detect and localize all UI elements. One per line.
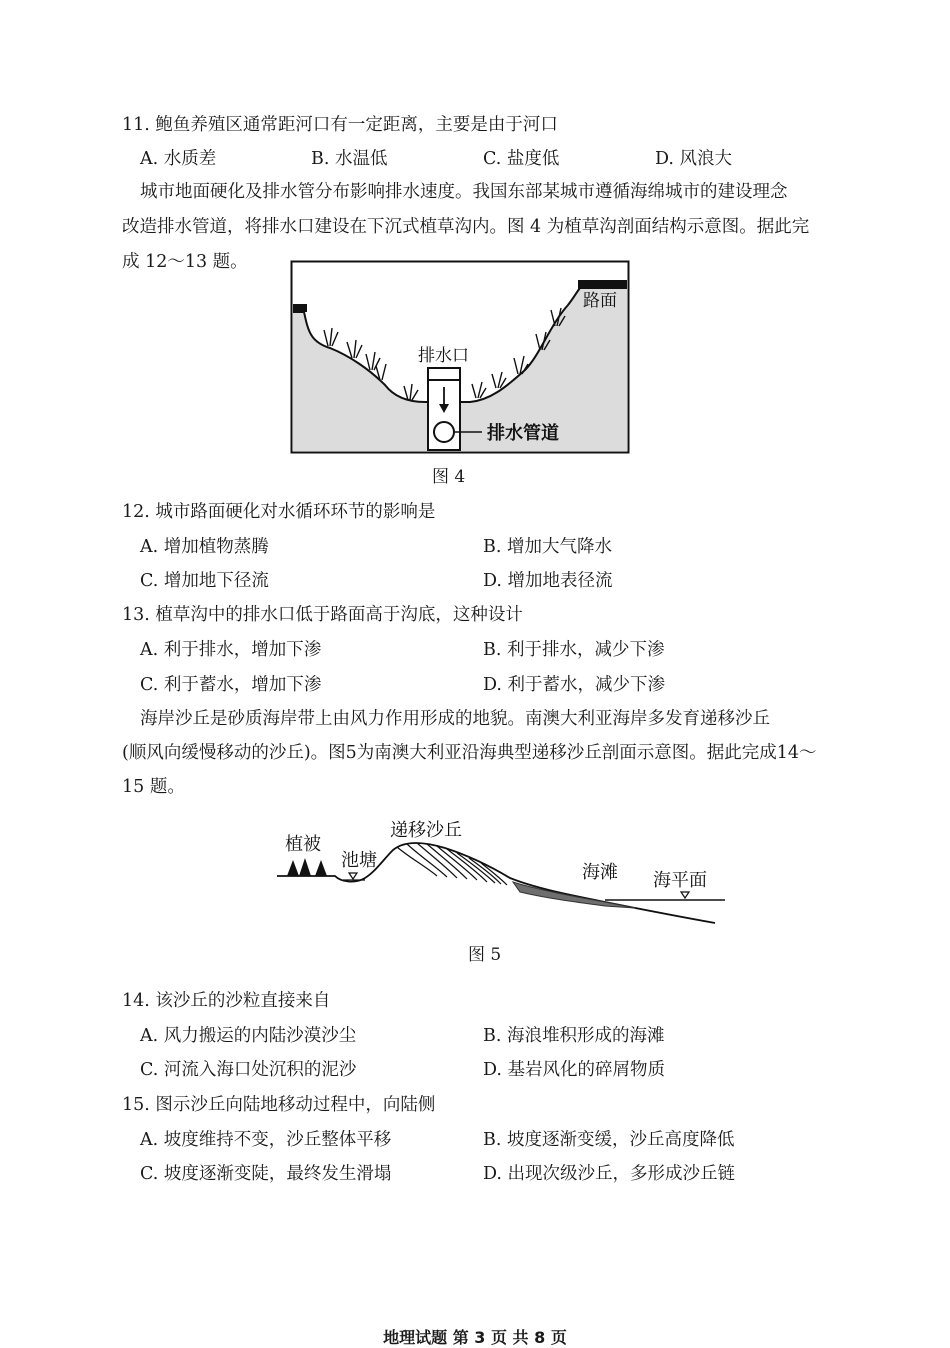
fig4-road-label: 路面 xyxy=(583,291,617,311)
q13-option-d: D. 利于蓄水，减少下渗 xyxy=(483,675,666,695)
fig4-outlet-label: 排水口 xyxy=(418,346,469,366)
q14-option-b: B. 海浪堆积形成的海滩 xyxy=(483,1026,665,1046)
q13-option-a: A. 利于排水，增加下渗 xyxy=(140,640,322,660)
q11-option-d: D. 风浪大 xyxy=(655,149,733,169)
intro2-line-3: 15 题。 xyxy=(122,777,185,797)
q15-option-a: A. 坡度维持不变，沙丘整体平移 xyxy=(140,1130,392,1150)
q13-option-b: B. 利于排水，减少下渗 xyxy=(483,640,665,660)
q14-stem: 14. 该沙丘的沙粒直接来自 xyxy=(122,991,331,1011)
q15-stem: 15. 图示沙丘向陆地移动过程中，向陆侧 xyxy=(122,1095,436,1115)
intro2-line-2: (顺风向缓慢移动的沙丘)。图5为南澳大利亚沿海典型递移沙丘剖面示意图。据此完成14～ xyxy=(122,743,817,763)
figure-5-diagram xyxy=(275,810,735,925)
q12-stem: 12. 城市路面硬化对水循环环节的影响是 xyxy=(122,502,436,522)
q14-option-d: D. 基岩风化的碎屑物质 xyxy=(483,1060,666,1080)
fig4-pipe-label: 排水管道 xyxy=(487,423,559,444)
q15-option-b: B. 坡度逐渐变缓，沙丘高度降低 xyxy=(483,1130,735,1150)
fig5-sealevel-label: 海平面 xyxy=(653,870,707,891)
q11-option-a: A. 水质差 xyxy=(140,149,217,169)
q12-option-a: A. 增加植物蒸腾 xyxy=(140,537,269,557)
fig5-caption: 图 5 xyxy=(468,945,502,965)
q13-option-c: C. 利于蓄水，增加下渗 xyxy=(140,675,322,695)
q12-option-b: B. 增加大气降水 xyxy=(483,537,612,557)
q14-option-a: A. 风力搬运的内陆沙漠沙尘 xyxy=(140,1026,357,1046)
q11-stem: 11. 鲍鱼养殖区通常距河口有一定距离，主要是由于河口 xyxy=(122,115,558,135)
fig5-pond-label: 池塘 xyxy=(341,850,377,871)
q14-option-c: C. 河流入海口处沉积的泥沙 xyxy=(140,1060,357,1080)
q15-option-d: D. 出现次级沙丘，多形成沙丘链 xyxy=(483,1164,736,1184)
q13-stem: 13. 植草沟中的排水口低于路面高于沟底，这种设计 xyxy=(122,605,523,625)
fig4-caption: 图 4 xyxy=(432,467,466,487)
q12-option-c: C. 增加地下径流 xyxy=(140,571,269,591)
intro1-line-2: 改造排水管道，将排水口建设在下沉式植草沟内。图 4 为植草沟剖面结构示意图。据此完 xyxy=(122,217,810,237)
q11-option-b: B. 水温低 xyxy=(311,149,388,169)
fig5-dune-label: 递移沙丘 xyxy=(390,820,462,841)
figure-4-diagram xyxy=(290,260,632,456)
q12-option-d: D. 增加地表径流 xyxy=(483,571,613,591)
page-footer: 地理试题 第 3 页 共 8 页 xyxy=(383,1328,567,1347)
q11-option-c: C. 盐度低 xyxy=(483,149,560,169)
intro2-line-1: 海岸沙丘是砂质海岸带上由风力作用形成的地貌。南澳大利亚海岸多发育递移沙丘 xyxy=(140,709,770,729)
fig5-vegetation-label: 植被 xyxy=(285,834,321,855)
fig5-beach-label: 海滩 xyxy=(582,862,618,883)
q15-option-c: C. 坡度逐渐变陡，最终发生滑塌 xyxy=(140,1164,392,1184)
intro1-line-1: 城市地面硬化及排水管分布影响排水速度。我国东部某城市遵循海绵城市的建设理念 xyxy=(140,182,788,202)
intro1-line-3: 成 12～13 题。 xyxy=(122,252,248,272)
